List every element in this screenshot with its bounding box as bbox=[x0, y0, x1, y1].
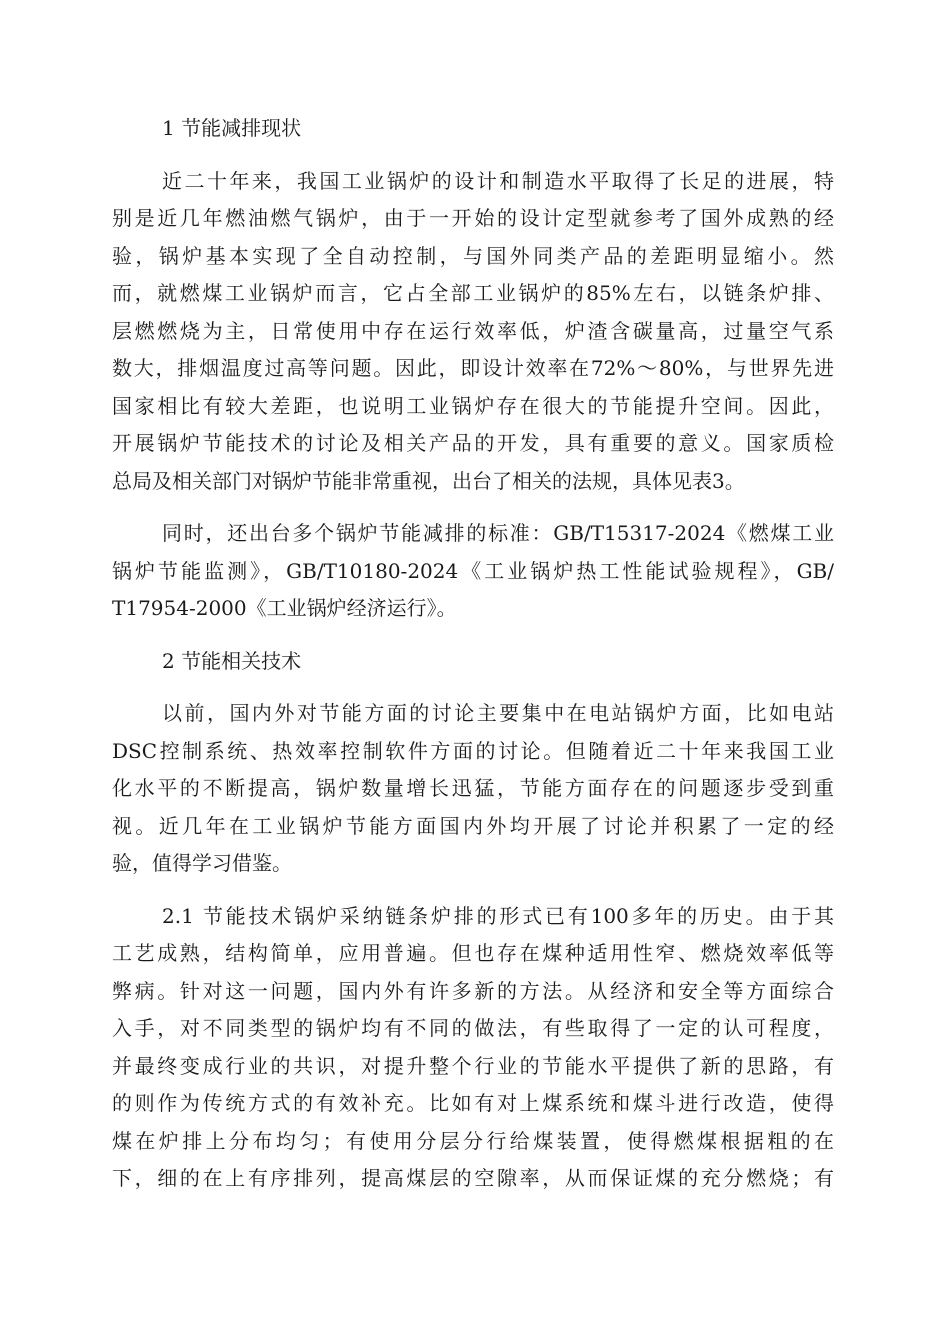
paragraph-line: DSC控制系统、热效率控制软件方面的讨论。但随着近二十年来我国工业 bbox=[112, 738, 834, 763]
document-body bbox=[112, 110, 834, 1213]
paragraph-line: 弊病。针对这一问题，国内外有许多新的方法。从经济和安全等方面综合 bbox=[112, 978, 834, 1003]
paragraph-line: 化水平的不断提高，锅炉数量增长迅猛，节能方面存在的问题逐步受到重 bbox=[112, 776, 834, 800]
section-1-heading: 1 节能减排现状 bbox=[162, 116, 302, 140]
paragraph-line: 开展锅炉节能技术的讨论及相关产品的开发，具有重要的意义。国家质检 bbox=[112, 431, 834, 455]
paragraph-line: 并最终变成行业的共识，对提升整个行业的节能水平提供了新的思路，有 bbox=[112, 1053, 834, 1078]
paragraph-4 bbox=[112, 898, 834, 1198]
paragraph-line: 以前，国内外对节能方面的讨论主要集中在电站锅炉方面，比如电站 bbox=[162, 701, 834, 725]
paragraph-line: 层燃燃烧为主，日常使用中存在运行效率低，炉渣含碳量高，过量空气系 bbox=[112, 318, 834, 343]
paragraph-line: 同时，还出台多个锅炉节能减排的标准：GB/T15317-2024《燃煤工业 bbox=[162, 521, 834, 545]
paragraph-line: 的则作为传统方式的有效补充。比如有对上煤系统和煤斗进行改造，使得 bbox=[112, 1091, 834, 1115]
paragraph-line: 而，就燃煤工业锅炉而言，它占全部工业锅炉的85%左右，以链条炉排、 bbox=[112, 281, 834, 305]
paragraph-line: 数大，排烟温度过高等问题。因此，即设计效率在72%～80%，与世界先进 bbox=[112, 356, 834, 380]
paragraph-line: 视。近几年在工业锅炉节能方面国内外均开展了讨论并积累了一定的经 bbox=[112, 813, 834, 838]
paragraph-line: 验，锅炉基本实现了全自动控制，与国外同类产品的差距明显缩小。然 bbox=[112, 243, 834, 268]
paragraph-line: 国家相比有较大差距，也说明工业锅炉存在很大的节能提升空间。因此， bbox=[112, 393, 834, 418]
paragraph-line: 入手，对不同类型的锅炉均有不同的做法，有些取得了一定的认可程度， bbox=[112, 1016, 834, 1040]
paragraph-2 bbox=[112, 515, 834, 628]
paragraph-line: 工艺成熟，结构简单，应用普遍。但也存在煤种适用性窄、燃烧效率低等 bbox=[112, 941, 834, 965]
paragraph-line: T17954-2000《工业锅炉经济运行》。 bbox=[112, 596, 457, 620]
paragraph-line: 煤在炉排上分布均匀；有使用分层分行给煤装置，使得燃煤根据粗的在 bbox=[112, 1128, 834, 1153]
paragraph-line: 近二十年来，我国工业锅炉的设计和制造水平取得了长足的进展，特 bbox=[162, 168, 834, 193]
section-2-heading: 2 节能相关技术 bbox=[162, 648, 302, 673]
paragraph-3 bbox=[112, 695, 834, 883]
paragraph-1 bbox=[112, 163, 834, 501]
paragraph-line: 下，细的在上有序排列，提高煤层的空隙率，从而保证煤的充分燃烧；有 bbox=[112, 1166, 834, 1190]
paragraph-line: 别是近几年燃油燃气锅炉，由于一开始的设计定型就参考了国外成熟的经 bbox=[112, 206, 834, 230]
paragraph-line: 验，值得学习借鉴。 bbox=[112, 851, 292, 875]
paragraph-line: 2.1 节能技术锅炉采纳链条炉排的形式已有100多年的历史。由于其 bbox=[162, 903, 834, 928]
paragraph-line: 总局及相关部门对锅炉节能非常重视，出台了相关的法规，具体见表3。 bbox=[112, 468, 745, 493]
paragraph-line: 锅炉节能监测》，GB/T10180-2024《工业锅炉热工性能试验规程》，GB/ bbox=[112, 558, 834, 583]
